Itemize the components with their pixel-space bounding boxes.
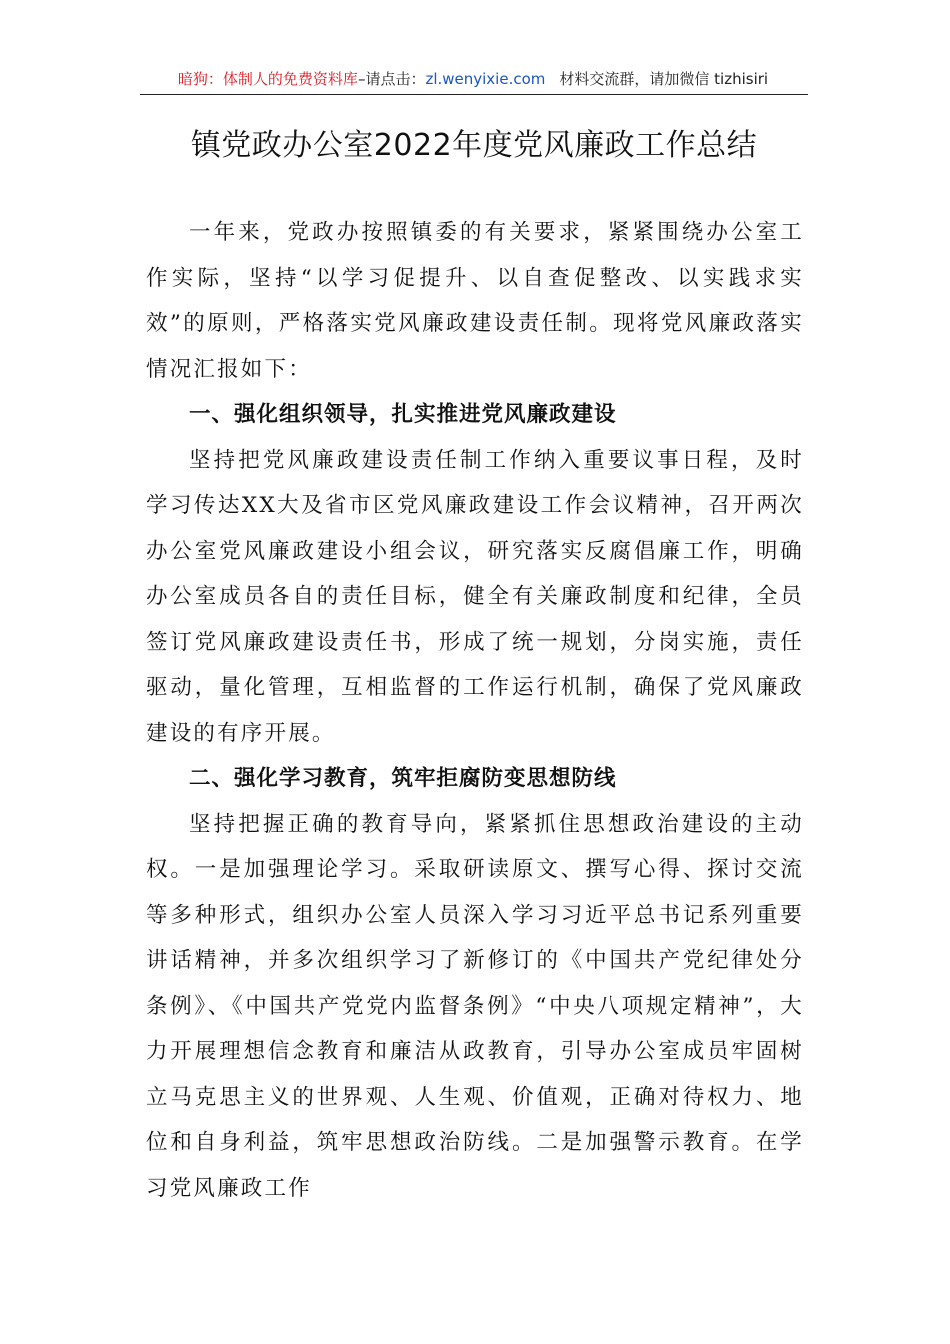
header-divider xyxy=(140,94,808,95)
section-heading-1: 一、强化组织领导，扎实推进党风廉政建设 xyxy=(189,402,617,427)
page-header xyxy=(140,66,806,92)
header-url-link[interactable]: zl.wenyixie.com xyxy=(425,70,546,88)
header-group-note: 材料交流群，请加微信 tizhisiri xyxy=(559,70,769,88)
header-click-hint: –请点击： xyxy=(357,70,426,88)
document-title: 镇党政办公室2022年度党风廉政工作总结 xyxy=(190,128,758,163)
section-paragraph-2: 坚持把握正确的教育导向，紧紧抓住思想政治建设的主动权。一是加强理论学习。采取研读原文、撰写心得、探讨交流等多种形式，组织办公室人员深入学习习近平总书记系列重要讲话精神，并多次组织学习了新修订的《中国共产党纪律处分条例》、《中国共产党党内监督条例》“中央八项规定精神”，大力开展理想信念教育和廉洁从政教育，引导办公室成员牢固树立马克思主义的世界观、人生观、价值观，正确对待权力、地位和自身利益，筑牢思想政治防线。二是加强警示教育。在学习党风廉政工作 xyxy=(146,811,804,1201)
document-body xyxy=(146,210,804,1211)
section-heading-2: 二、强化学习教育，筑牢拒腐防变思想防线 xyxy=(189,766,617,791)
intro-paragraph: 一年来，党政办按照镇委的有关要求，紧紧围绕办公室工作实际，坚持“以学习促提升、以自查促整改、以实践求实效”的原则，严格落实党风廉政建设责任制。现将党风廉政落实情况汇报如下： xyxy=(146,220,804,382)
section-paragraph-1: 坚持把党风廉政建设责任制工作纳入重要议事日程，及时学习传达XX大及省市区党风廉政建设工作会议精神，召开两次办公室党风廉政建设小组会议，研究落实反腐倡廉工作，明确办公室成员各自的责任目标，健全有关廉政制度和纪律，全员签订党风廉政建设责任书，形成了统一规划，分岗实施，责任驱动，量化管理，互相监督的工作运行机制，确保了党风廉政建设的有序开展。 xyxy=(146,447,804,746)
header-brand: 暗狗：体制人的免费资料库 xyxy=(177,70,358,88)
